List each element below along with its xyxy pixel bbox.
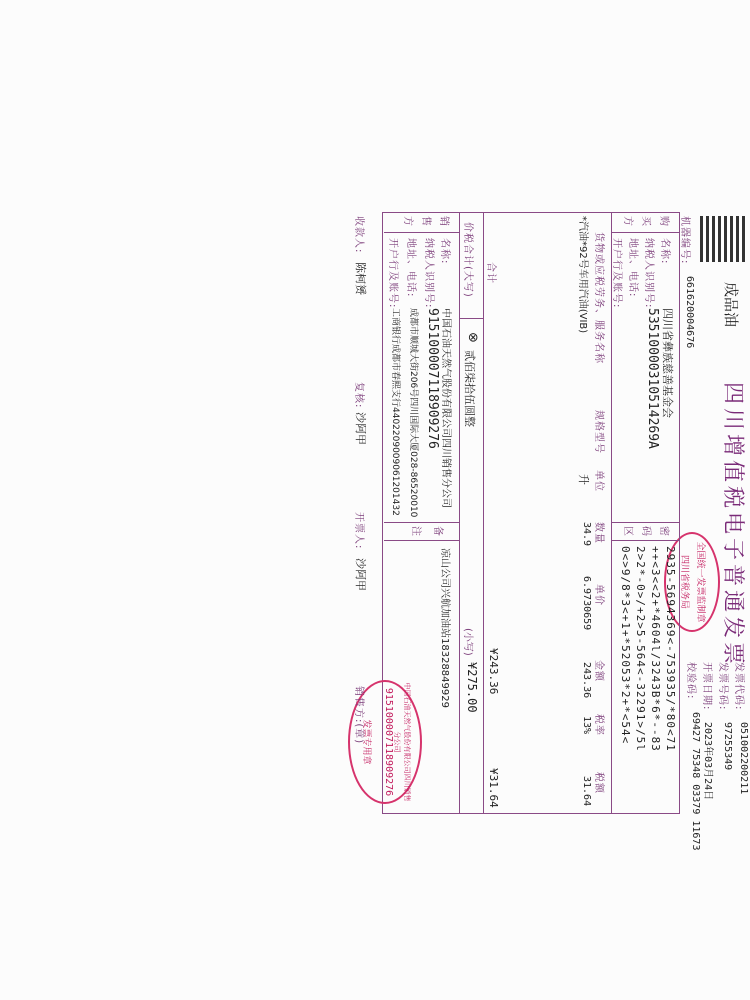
close-circle-icon: ⊗ — [465, 332, 480, 343]
grand-total-small-label: (小写) — [462, 628, 473, 656]
item-rate: 13% — [581, 716, 592, 735]
item-qty: 34.9 — [581, 522, 592, 547]
total-amount: ¥243.36 — [487, 648, 500, 695]
invoice-no: 97255349 — [722, 722, 733, 771]
seller-bank-label: 开户行及账号: — [387, 238, 398, 309]
seller-stamp-tax: 915100007118909276 — [383, 687, 394, 797]
supervision-stamp-text: 全国统一发票监制章 — [695, 541, 705, 623]
divider — [612, 232, 680, 233]
payee-label: 收款人: — [353, 216, 364, 254]
seller-tax-id: 915100007118909276 — [425, 308, 440, 449]
reviewer-label: 复核: — [353, 382, 364, 409]
supervision-stamp-sub: 四川省税务局 — [679, 554, 689, 609]
divider — [612, 522, 680, 523]
divider — [384, 522, 460, 523]
seller-name-label: 名称: — [439, 238, 450, 265]
buyer-tax-label: 纳税人识别号: — [643, 238, 654, 309]
seller-seal-label: 销售方:(章) — [353, 686, 364, 745]
total-tax: ¥31.64 — [487, 768, 500, 808]
col-header-tax: 税额 — [593, 772, 604, 794]
total-label: 合计 — [485, 262, 496, 284]
remark-text: 凉山公司兴航加油站18328849929 — [439, 548, 450, 708]
divider — [612, 540, 680, 541]
seller-stamp-sub: 发票专用章 — [361, 719, 371, 765]
cipher-line: 0<>9/8*3<+1+*52053*2+*<54< — [619, 546, 632, 745]
col-header-qty: 数量 — [593, 522, 604, 544]
cipher-area-label: 密码区 — [622, 526, 669, 537]
check-code-label: 校验码: — [685, 662, 696, 700]
cipher-line: 2>2*-0>/+2>5-564<-32291>/5l — [634, 546, 647, 752]
issuer-label: 开票人: — [353, 512, 364, 550]
buyer-section-label: 购买方 — [622, 216, 669, 227]
divider — [459, 212, 460, 813]
seller-stamp-name: 中国石油天然气股份有限公司四川销售分公司 — [393, 682, 411, 802]
machine-no: 661620004676 — [684, 276, 695, 349]
cipher-line: ++<3<<2+*4604l/3243B*6*--83 — [649, 546, 662, 752]
qr-code — [700, 216, 746, 262]
check-code: 69427 75348 03379 11673 — [690, 712, 701, 851]
cipher-line: 2935-5694369<-753935/*80<71 — [664, 546, 677, 752]
item-unit: 升 — [577, 474, 590, 485]
payee: 陈柯赟 — [354, 262, 367, 295]
seller-addr-label: 地址、电话: — [405, 238, 416, 298]
col-header-unit: 单位 — [593, 470, 604, 492]
seller-section-label: 销售方 — [402, 216, 449, 227]
grand-total-small: ¥275.00 — [465, 662, 479, 713]
machine-no-label: 机器编号: — [679, 216, 690, 265]
buyer-name: 四川省彝族慈善基金会 — [661, 308, 674, 418]
issuer: 沙阿甲 — [354, 558, 367, 591]
remark-label: 备注 — [410, 526, 443, 537]
buyer-bank-label: 开户行及账号: — [611, 238, 622, 309]
item-tax: 31.64 — [581, 776, 592, 807]
buyer-addr-label: 地址、电话: — [627, 238, 638, 298]
qr-code-icon — [700, 216, 746, 262]
divider — [384, 540, 460, 541]
col-header-amount: 金额 — [593, 660, 604, 682]
item-amount: 243.36 — [581, 662, 592, 699]
item-name: *汽油*92号车用汽油(VIB) — [577, 216, 588, 334]
col-header-price: 单价 — [593, 584, 604, 606]
col-header-rate: 税率 — [593, 714, 604, 736]
invoice-category: 成品油 — [722, 282, 740, 328]
invoice-date: 2023年03月24日 — [702, 722, 713, 801]
divider — [483, 212, 484, 813]
col-header-name: 货物或应税劳务、服务名称 — [593, 232, 604, 364]
grand-total-words: 贰佰柒拾伍圆整 — [463, 350, 476, 427]
buyer-tax-id: 53510000310514269A — [645, 308, 660, 449]
invoice-title: 四川增值税电子普通发票 — [720, 382, 745, 669]
invoice-date-label: 开票日期: — [701, 662, 712, 711]
col-header-spec: 规格型号 — [593, 410, 604, 454]
invoice-code: 051002200211 — [738, 722, 749, 795]
grand-total-label: 价税合计(大写) — [462, 222, 473, 298]
divider — [460, 318, 484, 319]
item-price: 6.9730659 — [581, 576, 592, 631]
seller-name: 中国石油天然气股份有限公司四川销售分公司 — [440, 308, 451, 508]
seller-bank: 工商银行成都市春熙支行4402209009061201432 — [390, 308, 400, 516]
seller-addr: 成都市顺城大街206号四川国际大厦028-86520010 — [408, 308, 418, 518]
invoice-code-label: 发票代码: — [733, 662, 744, 711]
invoice-no-label: 发票号码: — [717, 662, 728, 711]
invoice — [322, 192, 750, 851]
reviewer: 沙阿甲 — [354, 412, 367, 445]
divider — [384, 232, 460, 233]
buyer-name-label: 名称: — [659, 238, 670, 265]
seller-tax-label: 纳税人识别号: — [423, 238, 434, 309]
